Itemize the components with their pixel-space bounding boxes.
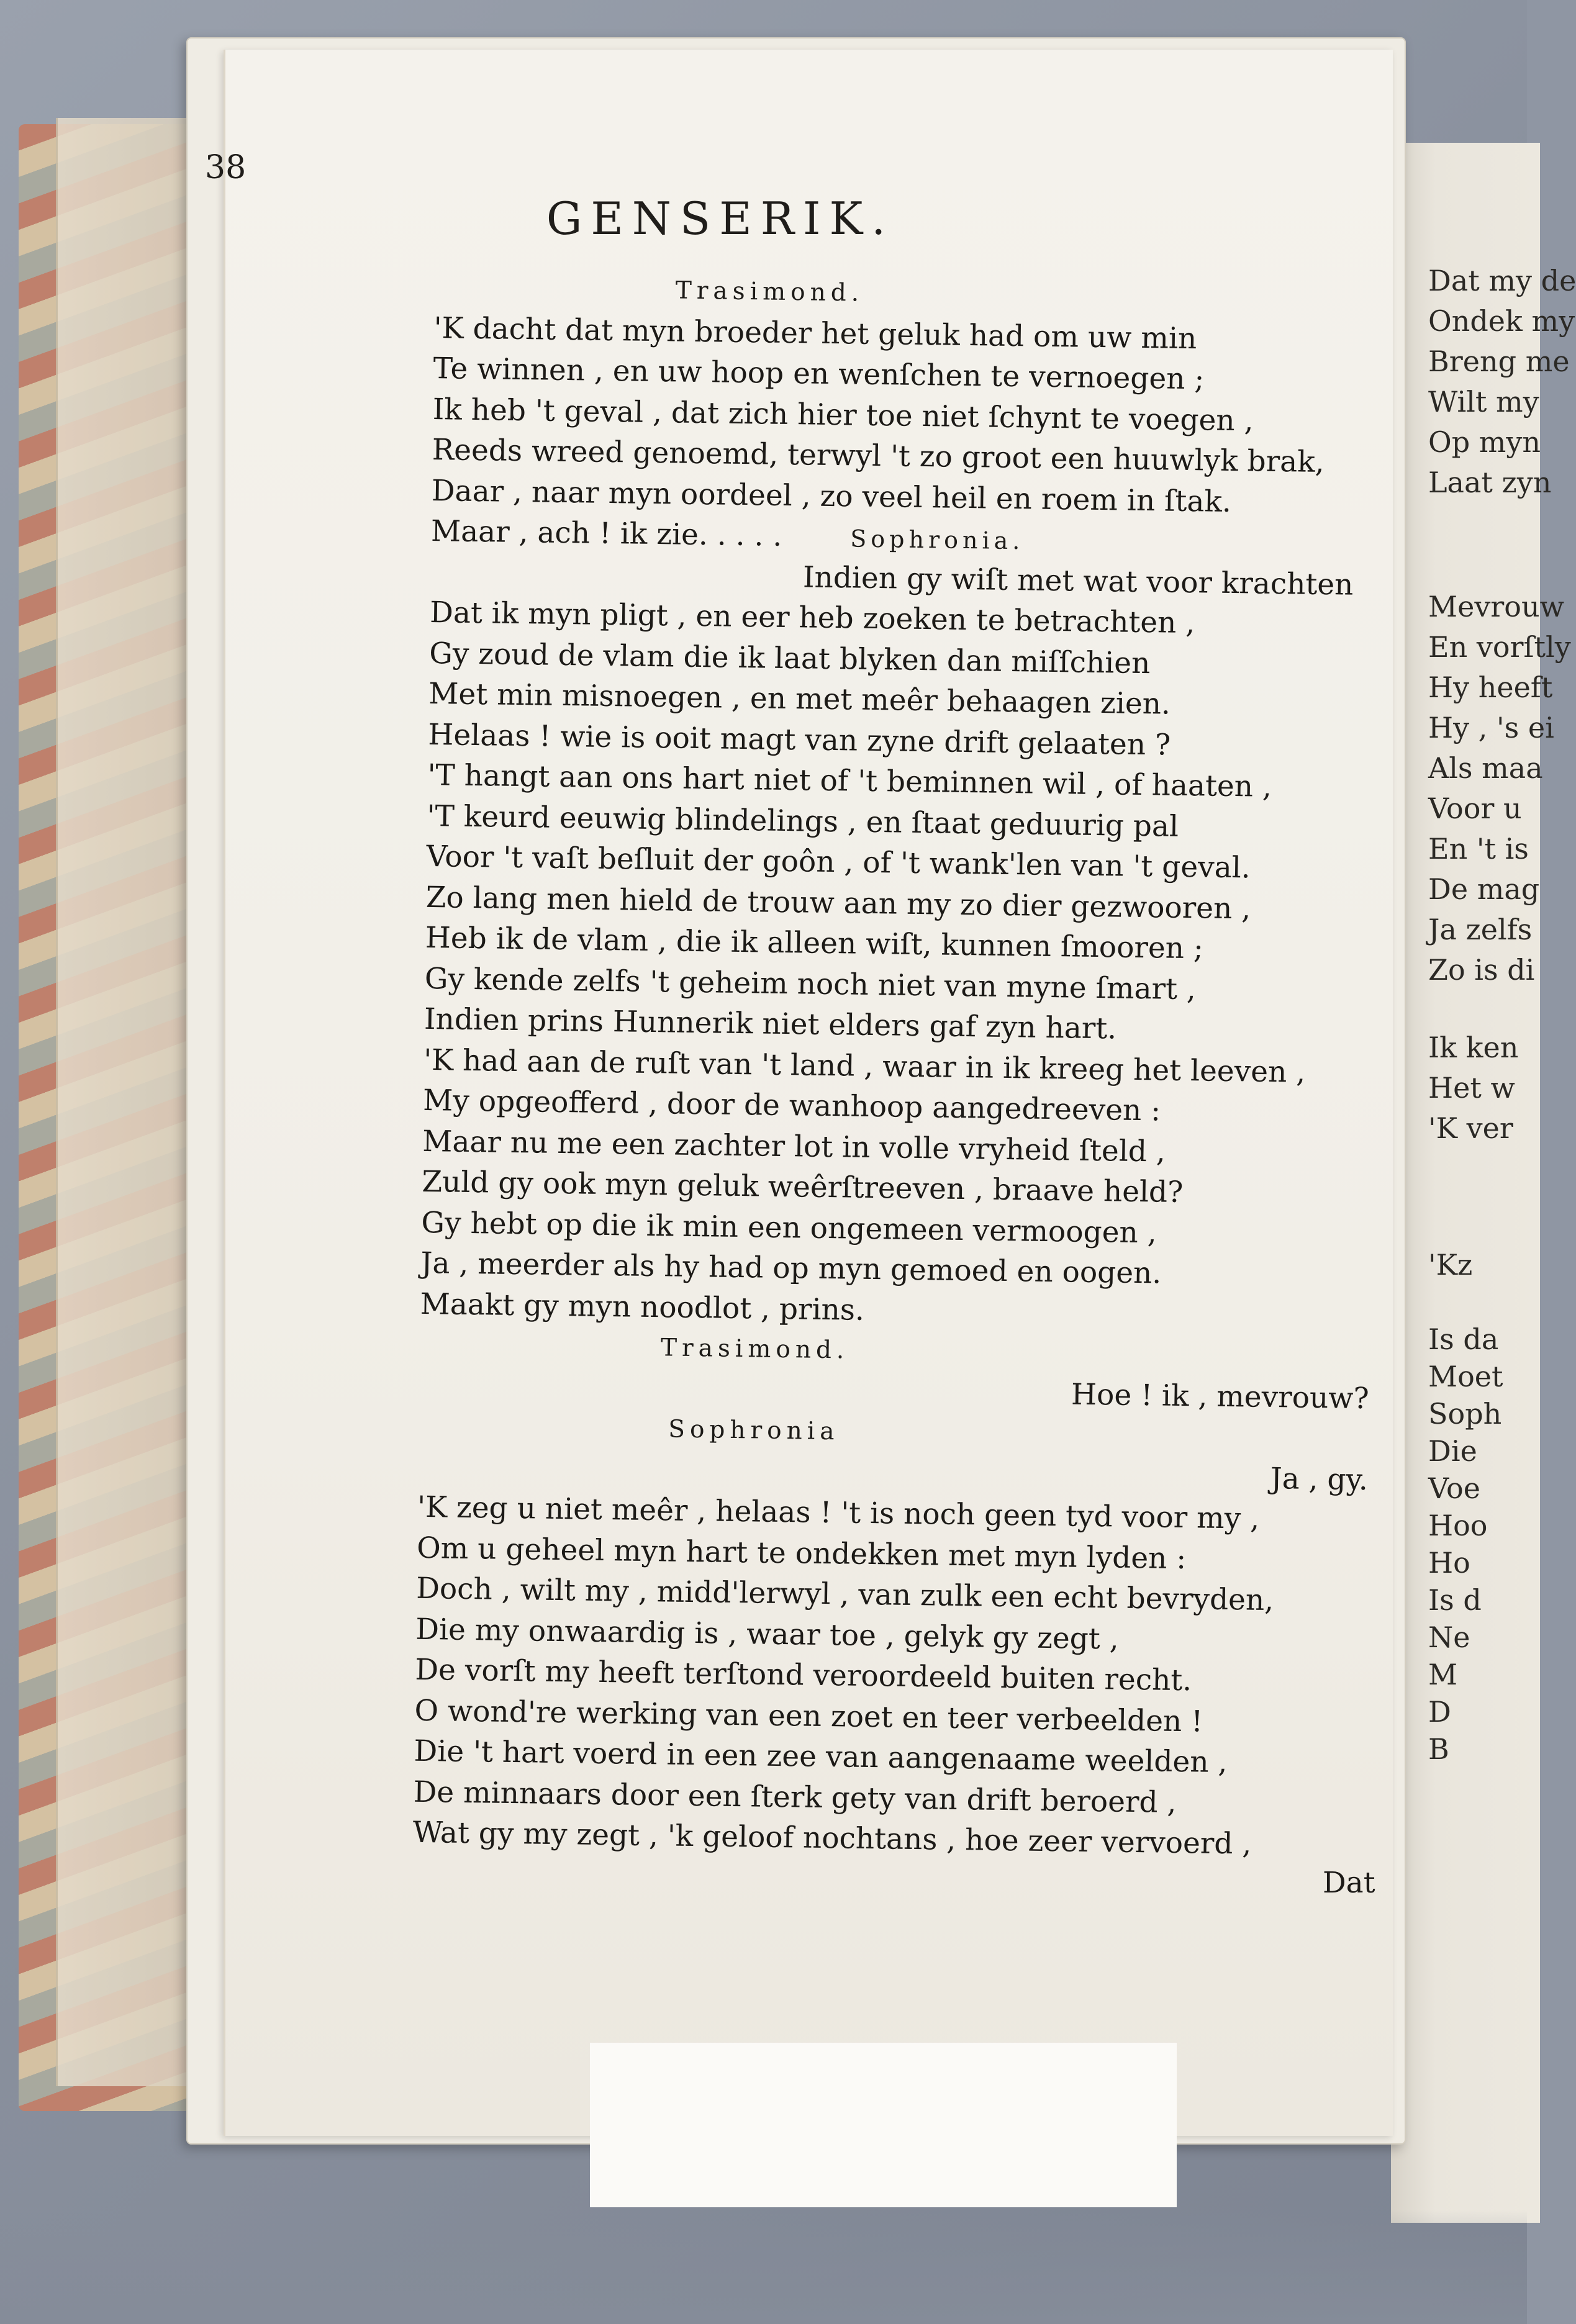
- running-title: GENSERIK.: [546, 192, 895, 245]
- play-text: [412, 267, 1391, 1866]
- facing-page-text: Die: [1428, 1434, 1477, 1468]
- verse-line: Maar nu me een zachter lot in volle vryheid ſteld ,: [422, 1124, 1166, 1169]
- speaker-heading: Sophronia.: [850, 525, 1025, 555]
- verse-line: Te winnen , en uw hoop en wenſchen te vernoegen ;: [433, 351, 1205, 397]
- verse-line: Ja , gy.: [1270, 1461, 1369, 1497]
- verse-line: 'T hangt aan ons hart niet of 't beminnen wil , of haaten ,: [427, 757, 1272, 804]
- verse-line: Dat ik myn pligt , en eer heb zoeken te betrachten ,: [429, 595, 1195, 641]
- facing-page-text: Op myn: [1428, 425, 1541, 459]
- facing-page-text: En 't is: [1428, 832, 1529, 866]
- verse-line: Maakt gy myn noodlot , prins.: [420, 1286, 865, 1327]
- library-label: [590, 2043, 1177, 2207]
- facing-page-text: Ik ken: [1428, 1031, 1519, 1064]
- verse-line: Voor 't vaſt beſluit der goôn , of 't wank'len van 't geval.: [426, 839, 1251, 885]
- facing-page-text: Ne: [1428, 1621, 1470, 1654]
- facing-page-text: Hy , 's ei: [1428, 711, 1554, 744]
- facing-page-text: Als maa: [1428, 751, 1543, 785]
- facing-page-text: Hy heeft: [1428, 671, 1553, 704]
- catchword: Dat: [1323, 1866, 1375, 1900]
- verse-line: Indien prins Hunnerik niet elders gaf zyn hart.: [423, 1001, 1117, 1046]
- verse-line: O wond're werking van een zoet en teer verbeelden !: [414, 1693, 1203, 1738]
- verse-line: Die my onwaardig is , waar toe , gelyk gy zegt ,: [415, 1612, 1120, 1657]
- facing-page-text: B: [1428, 1732, 1449, 1766]
- speaker-heading: Trasimond.: [660, 1334, 849, 1365]
- facing-page-text: Hoo: [1428, 1509, 1488, 1542]
- verse-line: De vorſt my heeft terſtond veroordeeld buiten recht.: [415, 1652, 1192, 1698]
- facing-page-text: Wilt my: [1428, 385, 1539, 418]
- verse-line: My opgeofferd , door de wanhoop aangedreeven :: [422, 1083, 1161, 1128]
- verse-line: Heb ik de vlam , die ik alleen wiſt, kunnen ſmooren ;: [425, 920, 1204, 966]
- verse-line: Reeds wreed genoemd, terwyl 't zo groot een huuwlyk brak,: [432, 432, 1325, 480]
- facing-page-text: M: [1428, 1658, 1458, 1691]
- facing-page-text: Ondek my: [1428, 304, 1575, 338]
- facing-page-text: Voor u: [1428, 792, 1522, 825]
- facing-page-text: 'Kz: [1428, 1248, 1473, 1282]
- verse-line: 'K had aan de ruſt van 't land , waar in ik kreeg het leeven ,: [423, 1042, 1306, 1090]
- facing-page-text: Ho: [1428, 1546, 1470, 1580]
- verse-line: 'K zeg u niet meêr , helaas ! 't is noch geen tyd voor my ,: [417, 1490, 1260, 1536]
- facing-page-text: Soph: [1428, 1397, 1502, 1431]
- page-number: 38: [205, 149, 247, 186]
- verse-line: Zuld gy ook myn geluk weêrſtreeven , braave held?: [422, 1164, 1184, 1209]
- verse-line: Daar , naar myn oordeel , zo veel heil en roem in ſtak.: [431, 473, 1232, 519]
- bottom-shadow: [0, 2210, 1527, 2324]
- facing-page: [1391, 143, 1576, 2223]
- verse-line: Die 't hart voerd in een zee van aangenaame weelden ,: [414, 1734, 1228, 1780]
- speaker-heading: Trasimond.: [675, 276, 864, 307]
- facing-page-text: Dat my de: [1428, 264, 1576, 297]
- speaker-heading: Sophronia: [668, 1415, 840, 1446]
- facing-page-text: Moet: [1428, 1360, 1503, 1393]
- verse-line: De minnaars door een ſterk gety van drift beroerd ,: [413, 1775, 1177, 1820]
- verse-line: Ik heb 't geval , dat zich hier toe niet ſchynt te voegen ,: [432, 392, 1254, 438]
- facing-page-text: 'K ver: [1428, 1111, 1513, 1145]
- verse-line: Indien gy wiſt met wat voor krachten: [802, 559, 1354, 602]
- verse-line: Doch , wilt my , midd'lerwyl , van zulk een echt bevryden,: [415, 1571, 1274, 1618]
- verse-line: Met min misnoegen , en met meêr behaagen zien.: [428, 676, 1171, 721]
- verse-line: 'K dacht dat myn broeder het geluk had om uw min: [433, 310, 1197, 356]
- facing-page-text: Laat zyn: [1428, 466, 1552, 499]
- facing-page-text: Het w: [1428, 1071, 1515, 1105]
- facing-page-text: Is da: [1428, 1323, 1499, 1356]
- facing-page-text: Zo is di: [1428, 953, 1535, 987]
- facing-page-text: De mag: [1428, 872, 1540, 906]
- facing-page-text: En vorſtly: [1428, 630, 1571, 664]
- verse-line: Helaas ! wie is ooit magt van zyne drift gelaaten ?: [428, 717, 1171, 762]
- facing-page-text: Is d: [1428, 1583, 1482, 1617]
- facing-page-text: Mevrouw: [1428, 590, 1564, 623]
- verse-line: Gy kende zelfs 't geheim noch niet van myne ſmart ,: [424, 961, 1197, 1006]
- verse-line: Om u geheel myn hart te ondekken met myn lyden :: [416, 1530, 1187, 1576]
- verse-line: Zo lang men hield de trouw aan my zo dier gezwooren ,: [425, 880, 1251, 926]
- verse-line: Wat gy my zegt , 'k geloof nochtans , hoe zeer vervoerd ,: [412, 1815, 1252, 1861]
- facing-page-text: D: [1428, 1695, 1451, 1729]
- cover-edge: [56, 118, 207, 2086]
- verse-line: Hoe ! ik , mevrouw?: [1071, 1377, 1370, 1416]
- facing-page-text: Voe: [1428, 1472, 1480, 1505]
- verse-line: Gy hebt op die ik min een ongemeen vermoogen ,: [421, 1205, 1157, 1250]
- facing-page-text: Breng me: [1428, 345, 1570, 378]
- verse-text: Maar , ach ! ik zie. . . . .: [430, 513, 782, 553]
- verse-line: 'T keurd eeuwig blindelings , en ſtaat geduurig pal: [427, 798, 1179, 844]
- verse-line: Ja , meerder als hy had op myn gemoed en oogen.: [420, 1246, 1162, 1291]
- verse-line: Gy zoud de vlam die ik laat blyken dan miſſchien: [428, 636, 1151, 680]
- facing-page-text: Ja zelfs: [1428, 913, 1533, 946]
